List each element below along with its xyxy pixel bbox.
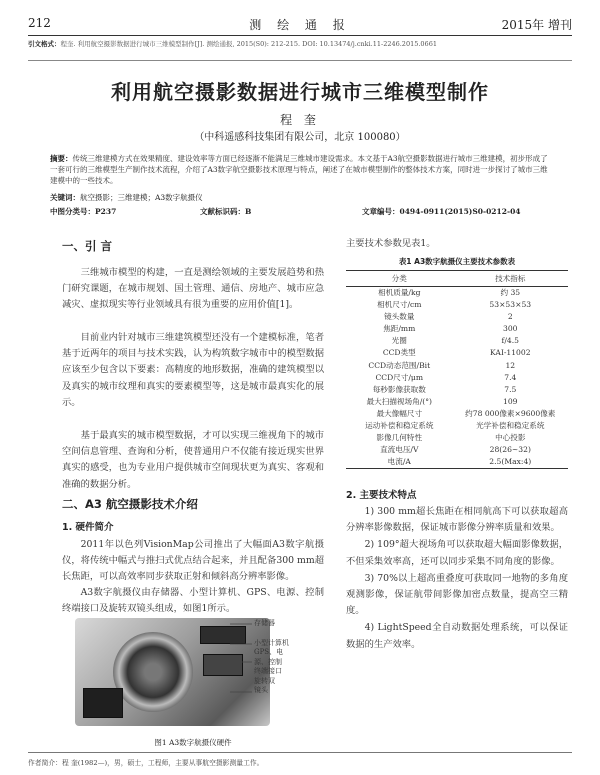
table-header-row xyxy=(346,271,568,287)
param-value: 7.5 xyxy=(504,384,517,394)
paragraph-3: 基于最真实的城市模型数据，才可以实现三维视角下的城市空间信息管理、查询和分析，使普通用户不仅能有接近现实世界真实的感受，也为专业用户提供城市空间现状更为真实、客观和准确的数据分析。 xyxy=(62,430,324,490)
author-footnote: 作者简介：程 奎(1982—)，男，硕士，工程师，主要从事航空摄影测量工作。 xyxy=(28,752,572,767)
table-row xyxy=(346,456,568,469)
param-name: CCD尺寸/μm xyxy=(375,372,424,382)
figure-label: 旋转双 xyxy=(254,676,275,685)
param-name: CCD动态范围/Bit xyxy=(368,360,431,370)
keywords xyxy=(50,192,550,203)
param-value: 约78 000像素×9600像素 xyxy=(465,408,556,418)
article-title: 利用航空摄影数据进行城市三维模型制作 xyxy=(111,80,489,104)
param-name: 相机尺寸/cm xyxy=(377,300,422,310)
figure-label: 存储器 xyxy=(254,619,275,627)
param-value: 约 35 xyxy=(500,288,521,297)
param-name: 电流/A xyxy=(346,456,453,469)
divider xyxy=(28,60,572,61)
param-value: 300 xyxy=(503,324,518,334)
feature-item: 3) 70%以上超高重叠度可获取同一地物的多角度观测影像，保证航带间影像加密点数量，提高空三精度。 xyxy=(346,572,568,617)
abstract xyxy=(50,153,550,186)
table-row xyxy=(346,287,568,300)
journal-name: 测 绘 通 报 xyxy=(249,18,351,32)
table-caption: 表1 A3数字航摄仪主要技术参数表 xyxy=(398,257,516,266)
table-body xyxy=(346,287,568,469)
feature-item: 1) 300 mm超长焦距在相同航高下可以获取超高分辨率影像数据，保证城市影像分辨率质量和效果。 xyxy=(346,506,568,534)
paragraph-1: 三维城市模型的构建，一直是测绘领域的主要发展趋势和热门研究课题，在城市规划、国土管理、通信、房地产、城市应急减灾、虚拟现实等行业领域具有很为重要的应用价值[1]。 xyxy=(62,267,324,311)
section-2-title: 二、A3 航空摄影技术介绍 xyxy=(62,497,198,511)
figure-labels xyxy=(254,619,289,696)
paragraph-4: 2011年以色列VisionMap公司推出了大幅面A3数字航摄仪，将传统中幅式与推扫式优点结合起来，并且配备300 mm超长焦距，可以高效率同步获取正射和倾斜高分辨率影像。 xyxy=(62,539,324,583)
table-row xyxy=(346,396,568,408)
table-row xyxy=(346,311,568,323)
param-name: 光圈 xyxy=(391,336,407,346)
table-row xyxy=(346,299,568,311)
figure-label: 镜头 xyxy=(254,686,268,694)
clc-number: 中图分类号：P237 xyxy=(50,207,117,216)
param-name: CCD类型 xyxy=(382,348,416,358)
table-row xyxy=(346,347,568,359)
base-bracket xyxy=(83,688,123,718)
param-name: 影像几何特性 xyxy=(376,433,423,443)
param-value: 中心投影 xyxy=(495,433,526,443)
lens-disk xyxy=(113,632,193,712)
subsection-2-title: 2. 主要技术特点 xyxy=(346,490,417,501)
param-value: 109 xyxy=(503,396,518,406)
citation-label: 引文格式： xyxy=(28,40,61,48)
figure-label: 小型计算机 xyxy=(254,638,289,647)
param-value: 2.5(Max:4) xyxy=(453,456,568,469)
param-name: 镜头数量 xyxy=(384,312,415,322)
spec-table xyxy=(346,270,568,469)
figure-label: GPS、电 xyxy=(254,648,284,656)
param-name: 焦距/mm xyxy=(383,324,416,334)
affiliation: （中科遥感科技集团有限公司，北京 100080） xyxy=(194,132,406,143)
spec-table-wrap xyxy=(346,270,568,469)
param-value: 53×53×53 xyxy=(489,300,532,310)
param-value: 7.4 xyxy=(504,372,517,382)
keywords-text: 航空摄影；三维建模；A3数字航摄仪 xyxy=(80,193,203,202)
table-row xyxy=(346,323,568,335)
features-list xyxy=(346,504,568,653)
header-category: 分类 xyxy=(346,271,453,287)
table-row xyxy=(346,444,568,456)
paragraph-2: 目前业内针对城市三维建筑模型还没有一个建模标准，笔者基于近两年的项目与技术实践，认为构筑数字城市中的模型数据应该至少包含以下要素：高精度的地形数据，准确的建筑模型以及真实的城市纹理和真实的要素模型等，这是城市最真实化的展示。 xyxy=(62,332,324,408)
table-row xyxy=(346,420,568,432)
param-value: 2 xyxy=(507,312,513,322)
year-issue: 2015年 增刊 xyxy=(501,18,572,32)
table-intro: 主要技术参数见表1。 xyxy=(346,238,436,249)
abstract-text: 传统三维建模方式在效果精度、建设效率等方面已经逐渐不能满足三维城市建设需求。本文基于A3航空摄影数据进行城市三维建模，初步形成了一套可行的三维模型生产制作技术流程，介绍了A3数字航空摄影技术原理与特点，阐述了在城市模型制作的整体技术方案，同时进一步探讨了城市三维建模中的一些技术。 xyxy=(50,154,548,185)
param-name: 最大扫描视场角/(°) xyxy=(366,396,432,406)
paragraph-5: A3数字航摄仪由存储器、小型计算机、GPS、电源、控制终端接口及旋转双镜头组成，如图1所示。 xyxy=(62,587,324,615)
header-spec: 技术指标 xyxy=(453,271,568,287)
table-row xyxy=(346,372,568,384)
feature-item: 2) 109°超大视场角可以获取超大幅面影像数据，不但采集效率高，还可以同步采集不同角度的影像。 xyxy=(346,539,568,567)
subsection-1-title: 1. 硬件简介 xyxy=(62,522,114,533)
param-value: 28(26~32) xyxy=(489,445,531,455)
param-value: KAI-11002 xyxy=(489,348,531,358)
figure-caption: 图1 A3数字航摄仪硬件 xyxy=(154,738,232,747)
table-row xyxy=(346,408,568,420)
citation-format xyxy=(28,40,572,49)
document-code: 文献标识码：B xyxy=(200,207,252,216)
figure-leader-lines xyxy=(230,620,252,712)
page-header xyxy=(28,14,572,36)
table-row xyxy=(346,335,568,347)
param-name: 每秒影像获取数 xyxy=(372,384,426,394)
param-name: 直流电压/V xyxy=(380,445,419,455)
param-value: f/4.5 xyxy=(501,336,519,346)
page-number: 212 xyxy=(28,16,51,30)
param-value: 光学补偿和稳定系统 xyxy=(476,421,545,431)
table-row xyxy=(346,432,568,444)
abstract-label: 摘要： xyxy=(50,154,73,163)
param-name: 最大像幅尺寸 xyxy=(376,408,423,418)
figure-label: 源、控制 xyxy=(254,657,282,666)
figure-label: 终端接口 xyxy=(254,667,282,675)
article-number: 文章编号：0494-0911(2015)S0-0212-04 xyxy=(362,207,521,216)
keywords-label: 关键词： xyxy=(50,193,80,202)
author: 程 奎 xyxy=(280,113,320,127)
section-1-title: 一、引 言 xyxy=(62,239,113,253)
table-row xyxy=(346,360,568,372)
param-name: 相机质量/kg xyxy=(378,288,421,297)
param-value: 12 xyxy=(505,360,516,370)
table-row xyxy=(346,384,568,396)
param-name: 运动补偿和稳定系统 xyxy=(365,421,434,431)
feature-item: 4) LightSpeed全自动数据处理系统，可以保证数据的生产效率。 xyxy=(346,622,568,650)
citation-text: 程奎. 利用航空摄影数据进行城市三维模型制作[J]. 测绘通报, 2015(S0): 212-215. DOI: 10.13474/j.cnki.11-2246.2015.0661 xyxy=(60,40,437,48)
